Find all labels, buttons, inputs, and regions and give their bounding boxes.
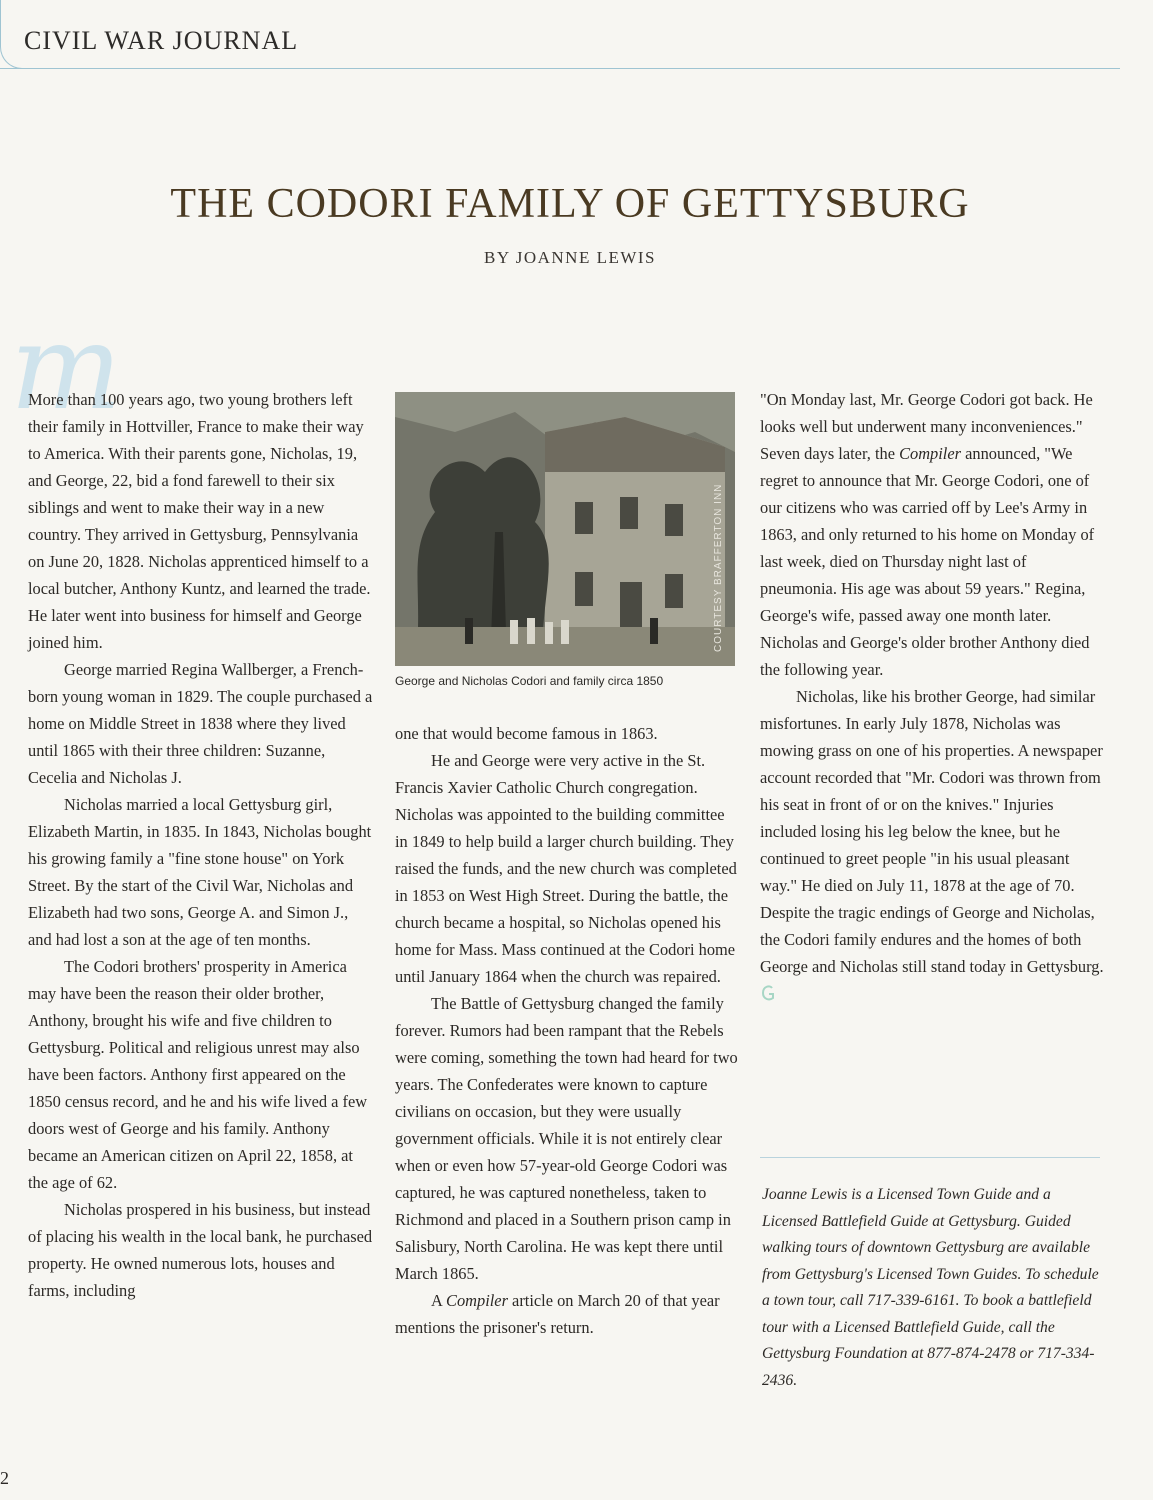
paragraph: The Codori brothers' prosperity in America may have been the reason their older brother, Anthony, brought his wife and five children to Gettysburg. Political and religious unrest may also have been factors. Anthony first appeared on the 1850 census record, and he and his wife lived a few doors west of George and his family. Anthony became an American citizen on April 22, 1858, at the age of 62.	[28, 957, 368, 1192]
photo-credit: COURTESY BRAFFERTON INN	[713, 483, 724, 652]
text-run: announced, "We regret to announce that Mr. George Codori, one of our citizens who was carried off by Lee's Army in 1863, and only returned to his home on Monday of last week, died on Thursday night last of pneumonia. His age was about 59 years." Regina, George's wife, passed away one month later. Nicholas and George's older brother Anthony died the following year.	[760, 444, 1095, 679]
column-3	[760, 386, 1105, 1007]
column-1	[28, 386, 373, 1304]
article-byline: BY JOANNE LEWIS	[483, 248, 657, 267]
column-2	[395, 720, 740, 1341]
paragraph	[760, 683, 1105, 1007]
paragraph: More than 100 years ago, two young brothers left their family in Hottviller, France to make their way to America. With their parents gone, Nicholas, 19, and George, 22, bid a fond farewell to their six siblings and went to make their way in a new country. They arrived in Gettysburg, Pennsylvania on June 20, 1828. Nicholas apprenticed himself to a local butcher, Anthony Kuntz, and learned the trade. He later went into business for himself and George joined him.	[28, 390, 371, 652]
paragraph: Nicholas married a local Gettysburg girl, Elizabeth Martin, in 1835. In 1843, Nicholas bought his growing family a "fine stone house" on York Street. By the start of the Civil War, Nicholas and Elizabeth had two sons, George A. and Simon J., and had lost a son at the age of ten months.	[28, 795, 372, 949]
paragraph: one that would become famous in 1863.	[395, 724, 658, 743]
page-number: 2	[0, 1468, 9, 1488]
bio-divider	[760, 1157, 1100, 1158]
journal-name: CIVIL WAR JOURNAL	[24, 26, 299, 55]
end-mark-icon	[760, 984, 776, 1002]
publication-name: Compiler	[899, 444, 961, 463]
paragraph: The Battle of Gettysburg changed the family forever. Rumors had been rampant that the Rebels were coming, something the town had heard for two years. The Confederates were known to capture civilians on occasion, but they were usually government officials. While it is not entirely clear when or even how 57-year-old George Codori was captured, he was captured nonetheless, taken to Richmond and placed in a Southern prison camp in Salisbury, North Carolina. He was kept there until March 1865.	[395, 994, 738, 1283]
text-run: A	[431, 1291, 447, 1310]
historic-photo	[395, 392, 735, 666]
paragraph: Nicholas prospered in his business, but instead of placing his wealth in the local bank, he purchased property. He owned numerous lots, houses and farms, including	[28, 1200, 373, 1300]
text-run: "On Monday last, Mr. George Codori got back. He looks well but underwent many inconveniences." Seven days later, the	[760, 390, 1093, 463]
paragraph	[760, 386, 1105, 683]
publication-name: Compiler	[446, 1291, 508, 1310]
text-run: Nicholas, like his brother George, had similar misfortunes. In early July 1878, Nicholas was mowing grass on one of his properties. A newspaper account recorded that "Mr. Codori was thrown from his seat in front of or on the knives." Injuries included losing his leg below the knee, but he continued to greet people "in his usual pleasant way." He died on July 11, 1878 at the age of 70. Despite the tragic endings of George and Nicholas, the Codori family endures and the homes of both George and Nicholas still stand today in Gettysburg.	[760, 687, 1104, 976]
house-photo-illustration	[395, 392, 735, 666]
article-title: THE CODORI FAMILY OF GETTYSBURG	[170, 181, 970, 227]
text-run: article on March 20 of that year mentions the prisoner's return.	[395, 1291, 720, 1337]
drop-cap-letter: m	[10, 298, 122, 436]
paragraph: George married Regina Wallberger, a French-born young woman in 1829. The couple purchased a home on Middle Street in 1838 where they lived until 1865 with their three children: Suzanne, Cecelia and Nicholas J.	[28, 660, 373, 787]
paragraph: He and George were very active in the St. Francis Xavier Catholic Church congregation. Nicholas was appointed to the building committee in 1849 to help build a larger church building. They raised the funds, and the new church was completed in 1853 on West High Street. During the battle, the church became a hospital, so Nicholas opened his home for Mass. Mass continued at the Codori home until January 1864 when the church was repaired.	[395, 751, 737, 986]
page-header	[0, 0, 1120, 69]
author-bio: Joanne Lewis is a Licensed Town Guide and a Licensed Battlefield Guide at Gettysburg. Guided walking tours of downtown Gettysburg are available from Gettysburg's Licensed Town Guides. To schedule a town tour, call 717-339-6161. To book a battlefield tour with a Licensed Battlefield Guide, call the Gettysburg Foundation at 877-874-2478 or 717-334-2436.	[762, 1186, 1099, 1389]
paragraph	[395, 1287, 740, 1341]
header-corner-curve	[0, 0, 23, 69]
photo-caption: George and Nicholas Codori and family circa 1850	[395, 674, 664, 688]
